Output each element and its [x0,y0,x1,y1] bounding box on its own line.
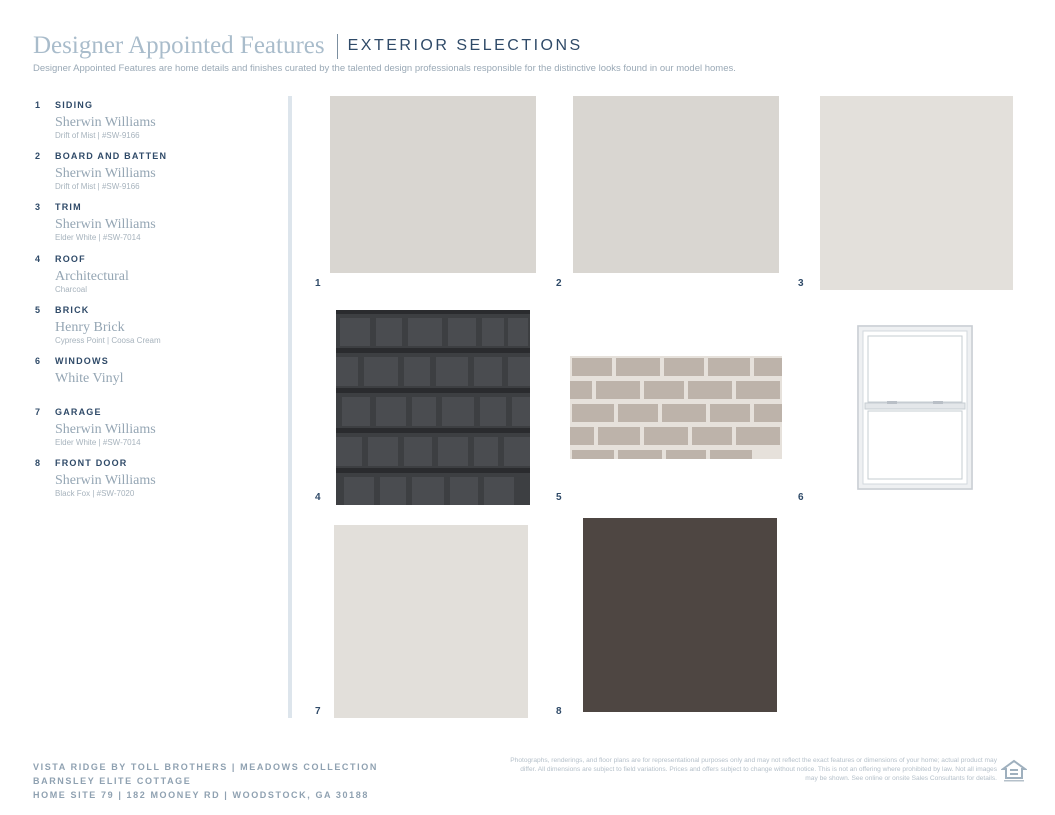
feature-detail: Drift of Mist | #SW-9166 [55,131,140,140]
feature-item [35,356,275,407]
feature-detail: Charcoal [55,284,88,294]
feature-item [35,202,275,253]
swatch-label: 5 [556,492,562,503]
feature-category: GARAGE [55,407,102,418]
feature-item [35,407,275,458]
feature-category: TRIM [55,202,82,213]
swatch-label: 7 [315,706,321,717]
brick-swatch [570,356,782,459]
swatch-label: 6 [798,492,804,503]
feature-brand: Henry Brick [55,319,125,335]
swatch-label: 1 [315,278,321,289]
window-swatch [857,325,973,490]
features-list [35,100,275,510]
vertical-divider [288,96,292,718]
footer-community-info [33,760,378,802]
feature-number: 5 [35,304,41,315]
page-title: Designer Appointed Features [33,32,325,59]
feature-number: 4 [35,253,41,264]
equal-housing-opportunity-icon [1001,758,1027,784]
feature-brand: Sherwin Williams [55,115,156,130]
feature-category: FRONT DOOR [55,458,128,469]
feature-number: 3 [35,202,41,213]
roof-shingle-swatch [336,310,530,505]
footer-home-model: BARNSLEY ELITE COTTAGE [33,776,192,786]
board-and-batten-swatch [573,96,779,273]
feature-brand: Architectural [55,268,129,284]
footer-community: VISTA RIDGE BY TOLL BROTHERS | MEADOWS COLLECTION [33,762,378,772]
title-divider [337,34,338,59]
feature-category: BOARD AND BATTEN [55,151,168,162]
feature-item [35,305,275,356]
feature-brand: Sherwin Williams [55,422,156,438]
feature-brand: Sherwin Williams [55,473,156,489]
front-door-swatch [583,518,777,712]
swatch-label: 3 [798,278,804,289]
title-row [33,32,1035,60]
feature-category: SIDING [55,100,94,110]
intro-text: Designer Appointed Features are home details and finishes curated by the talented design professionals responsible for the distinctive looks found in our model homes. [33,63,736,74]
feature-detail: Elder White | #SW-7014 [55,233,141,243]
siding-swatch [330,96,536,273]
feature-category: WINDOWS [55,355,109,366]
feature-detail: Elder White | #SW-7014 [55,438,141,448]
feature-detail: Cypress Point | Coosa Cream [55,335,161,345]
section-title: EXTERIOR SELECTIONS [347,37,583,54]
feature-number: 8 [35,458,41,469]
feature-brand: Sherwin Williams [55,217,156,233]
feature-item [35,254,275,305]
swatch-label: 2 [556,278,562,289]
feature-detail: Drift of Mist | #SW-9166 [55,182,140,192]
feature-item [35,151,275,202]
garage-swatch [334,525,528,718]
feature-category: BRICK [55,304,90,315]
page-header [33,32,1035,74]
feature-brand: White Vinyl [55,370,124,386]
trim-swatch [820,96,1013,290]
feature-brand: Sherwin Williams [55,166,156,182]
feature-number: 6 [35,355,41,366]
feature-number: 7 [35,407,41,418]
feature-number: 1 [35,100,41,110]
feature-number: 2 [35,151,41,162]
swatch-label: 4 [315,492,321,503]
legal-disclaimer: Photographs, renderings, and floor plans are for representational purposes only and may not reflect the exact features or dimensions of your home; actual product may differ. All dimensions are subject to field variations. Prices and offers subject to change without notice. This is not an offering where prohibited by law. Not all images may be shown. See online or onsite Sales Consultants for details. [510,757,997,782]
swatch-label: 8 [556,706,562,717]
feature-detail: Black Fox | #SW-7020 [55,489,135,499]
footer-address: HOME SITE 79 | 182 MOONEY RD | WOODSTOCK, GA 30188 [33,790,369,800]
feature-item [35,100,275,151]
feature-category: ROOF [55,253,86,264]
feature-item [35,458,275,509]
